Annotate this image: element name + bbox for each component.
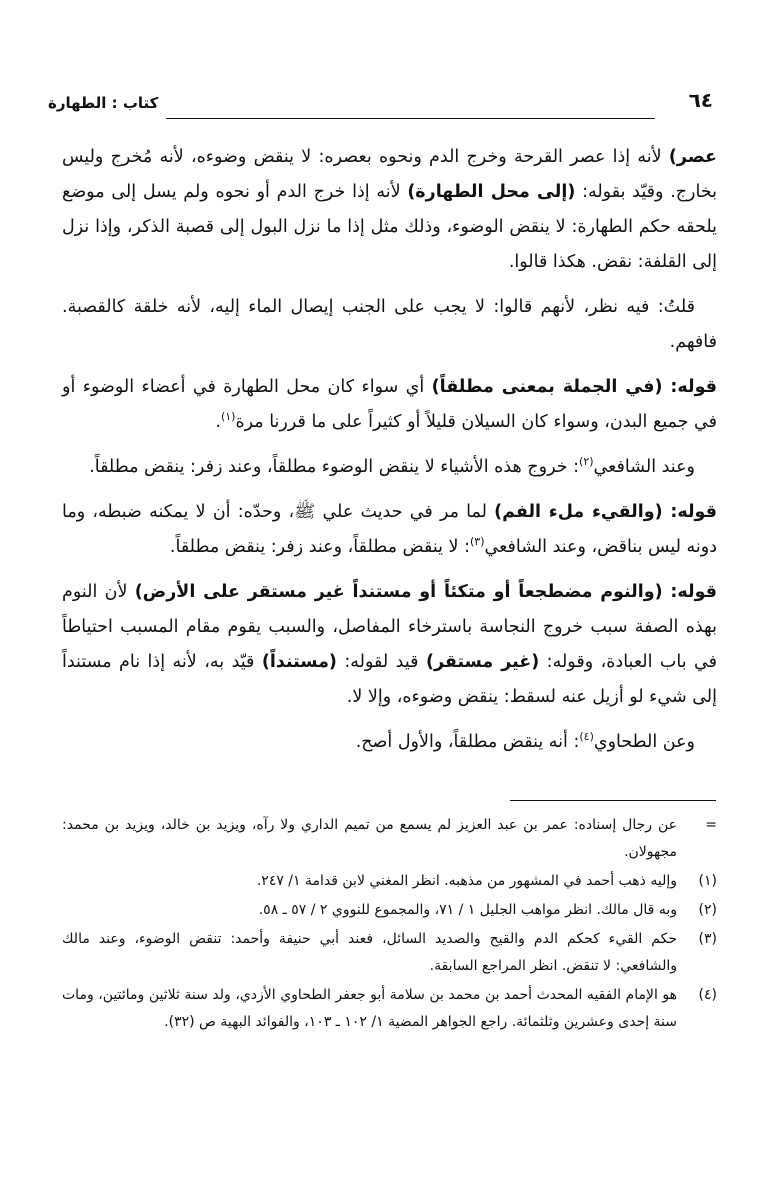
paragraph-7 bbox=[62, 725, 717, 760]
text-run: لأنه إذا خرج الدم أو نحوه ولم يسل إلى موضع يلحقه حكم الطهارة: لا ينقض الوضوء، وذلك مثل إذا ما نزل البول إلى قصبة الذكر، وإذا نزل إلى القلفة: نقض. هكذا قالوا. bbox=[62, 182, 717, 272]
footnote-2 bbox=[62, 897, 717, 924]
keyword: عصر) bbox=[668, 147, 717, 167]
header-rule bbox=[166, 118, 655, 119]
footnote-mark: (١) bbox=[698, 873, 717, 889]
paragraph-5 bbox=[62, 495, 717, 565]
footnote-ref: (١) bbox=[220, 410, 236, 424]
text-run: لما مر في حديث علي ﷺ، وحدّه: أن لا يمكنه ضبطه، وما دونه ليس بناقض، وعند الشافعي bbox=[62, 502, 717, 557]
footnote-text: عن رجال إسناده: عمر بن عبد العزيز لم يسمع من تميم الداري ولا رآه، ويزيد بن خالد، ويزيد بن محمد: مجهولان. bbox=[62, 817, 677, 860]
footnote-mark: (٣) bbox=[698, 931, 717, 947]
keyword: قوله: (والنوم مضطجعاً أو متكئاً أو مستنداً غير مستقر على الأرض) bbox=[134, 582, 718, 602]
footnote-text: وإليه ذهب أحمد في المشهور من مذهبه. انظر المغني لابن قدامة ١/ ٢٤٧. bbox=[256, 873, 677, 889]
footnote-mark: (٢) bbox=[698, 902, 717, 918]
footnote-text: وبه قال مالك. انظر مواهب الجليل ١ / ٧١، والمجموع للنووي ٢ / ٥٧ ـ ٥٨. bbox=[258, 902, 677, 918]
paragraph-1 bbox=[62, 140, 717, 280]
paragraph-3 bbox=[62, 370, 717, 440]
keyword: (مستنداً) bbox=[261, 652, 337, 672]
footnote-ref: (٤) bbox=[579, 730, 594, 744]
paragraph-4 bbox=[62, 450, 717, 485]
text-run: وعند الشافعي bbox=[593, 457, 695, 477]
text-run: : خروج هذه الأشياء لا ينقض الوضوء مطلقاً، وعند زفر: ينقض مطلقاً. bbox=[89, 457, 580, 477]
footnote-text: حكم القيء كحكم الدم والقيح والصديد السائل، فعند أبي حنيفة وأحمد: تنقض الوضوء، وعند مالك والشافعي: لا تنقض. انظر المراجع السابقة. bbox=[62, 931, 677, 974]
text-run: : لا ينقض مطلقاً، وعند زفر: ينقض مطلقاً. bbox=[169, 537, 470, 557]
footnote-continuation bbox=[62, 812, 717, 866]
footnote-ref: (٢) bbox=[579, 455, 594, 469]
text-run: قيد لقوله: bbox=[336, 652, 426, 672]
footnote-separator bbox=[510, 800, 716, 801]
text-run: لأنه إذا عصر القرحة وخرج الدم ونحوه بعصره: لا ينقض وضوءه، لأنه مُخرج وليس بخارج. وقيّد بقوله: bbox=[62, 147, 717, 202]
text-run: أي سواء كان محل الطهارة في أعضاء الوضوء أو في جميع البدن، وسواء كان السيلان قليلاً أو كثيراً على ما قررنا مرة bbox=[62, 377, 717, 432]
page-header bbox=[48, 88, 715, 124]
keyword: قوله: (في الجملة بمعنى مطلقاً) bbox=[431, 377, 718, 397]
page-number: ٦٤ bbox=[688, 88, 713, 112]
text-run: لأن النوم بهذه الصفة سبب خروج النجاسة باسترخاء المفاصل، والسبب يقوم مقام المسبب احتياطاً في باب العبادة، وقوله: bbox=[62, 582, 718, 672]
text-run: قيّد به، لأنه إذا نام مستنداً إلى شيء لو أزيل عنه لسقط: ينقض وضوءه، وإلا لا. bbox=[62, 652, 717, 707]
text-run: : أنه ينقض مطلقاً، والأول أصح. bbox=[355, 732, 580, 752]
keyword: قوله: (والقيء ملء الفم) bbox=[494, 502, 717, 522]
text-run: . bbox=[215, 412, 221, 432]
footnote-mark: = bbox=[705, 817, 717, 833]
running-title: كتاب : الطهارة bbox=[48, 94, 159, 112]
paragraph-2: قلتُ: فيه نظر، لأنهم قالوا: لا يجب على الجنب إيصال الماء إليه، لأنه خلقة كالقصبة. فافهم. bbox=[62, 297, 717, 352]
footnote-mark: (٤) bbox=[698, 987, 717, 1003]
paragraph-6 bbox=[62, 575, 717, 715]
footnote-4 bbox=[62, 982, 717, 1036]
footnote-3 bbox=[62, 926, 717, 980]
keyword: (إلى محل الطهارة) bbox=[407, 182, 576, 202]
footnotes bbox=[62, 812, 717, 1038]
keyword: (غير مستقر) bbox=[425, 652, 540, 672]
footnote-ref: (٣) bbox=[469, 535, 485, 549]
text-run: وعن الطحاوي bbox=[593, 732, 695, 752]
footnote-1 bbox=[62, 868, 717, 895]
main-text bbox=[62, 140, 717, 770]
footnote-text: هو الإمام الفقيه المحدث أحمد بن محمد بن سلامة أبو جعفر الطحاوي الأزدي، ولد سنة ثلاثين ومائتين، ومات سنة إحدى وعشرين وثلثمائة. راجع الجواهر المضية ١/ ١٠٢ ـ ١٠٣، والفوائد البهية ص (٣٢). bbox=[62, 987, 677, 1030]
